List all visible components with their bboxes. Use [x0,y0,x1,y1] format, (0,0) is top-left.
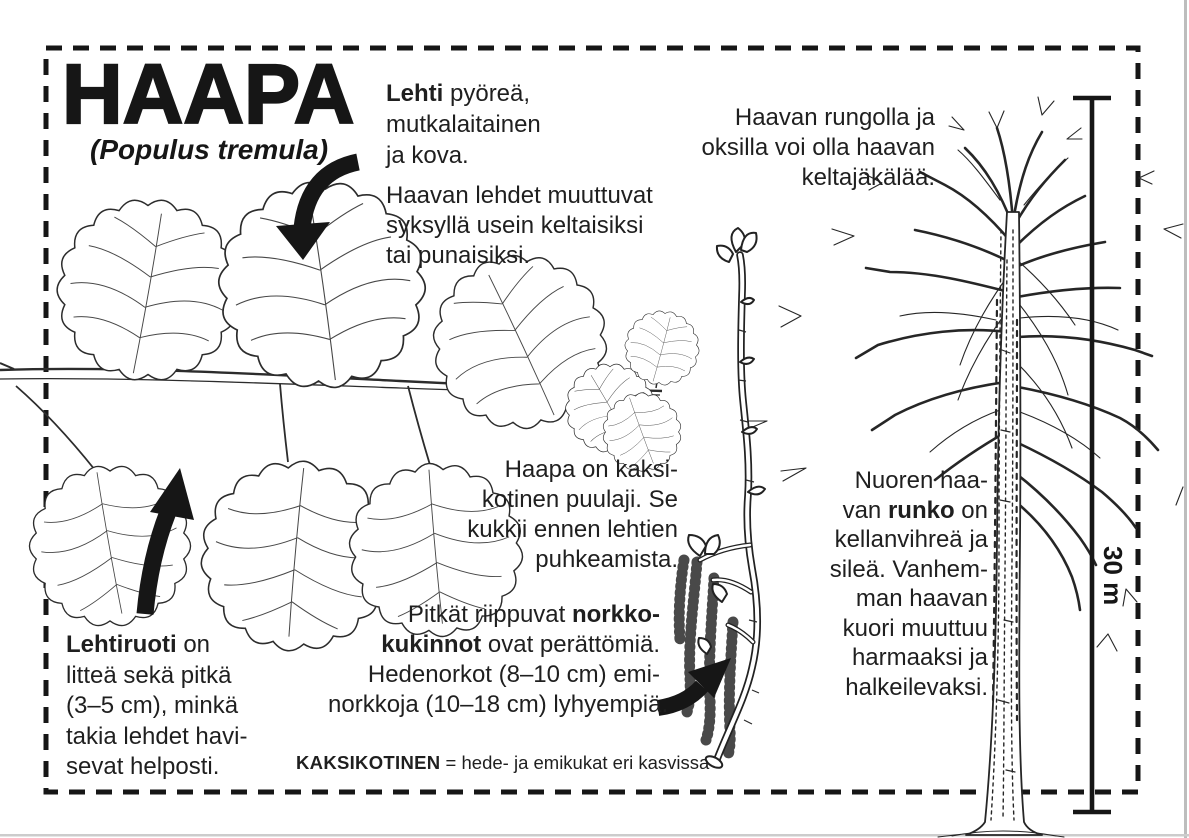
trunk-note: Nuoren haa- van runko on kellanvihreä ja sileä. Vanhem- man haavan kuori muuttuu harmaaksi ja halkeilevaksi. [829,467,988,701]
height-scale-label: 30 m [1098,546,1128,606]
lichen-note: Haavan rungolla ja oksilla voi olla haavan keltajäkälää. [701,104,935,191]
latin-name: (Populus tremula) [90,134,329,165]
leaf-note: Lehti pyöreä, mutkalaitainen ja kova. [386,80,541,169]
catkin-note: Pitkät riippuvat norkko- kukinnot ovat perättömiä. Hedenorkot (8–10 cm) emi- norkkoja (10–18 cm) lyhyempiä. [328,601,669,718]
autumn-note: Haavan lehdet muuttuvat syksyllä usein keltaisiksi tai punaisiksi. [386,182,653,269]
petiole-note: Lehtiruoti on litteä sekä pitkä (3–5 cm), minkä takia lehdet havi- sevat helposti. [66,631,248,780]
glossary-note: KAKSIKOTINEN = hede- ja emikukat eri kasvissa [296,752,710,773]
page-title: HAAPA [62,47,355,141]
height-scale [1073,98,1111,812]
dioecious-note: Haapa on kaksi- kotinen puulaji. Se kukkii ennen lehtien puhkeamista. [467,456,678,573]
